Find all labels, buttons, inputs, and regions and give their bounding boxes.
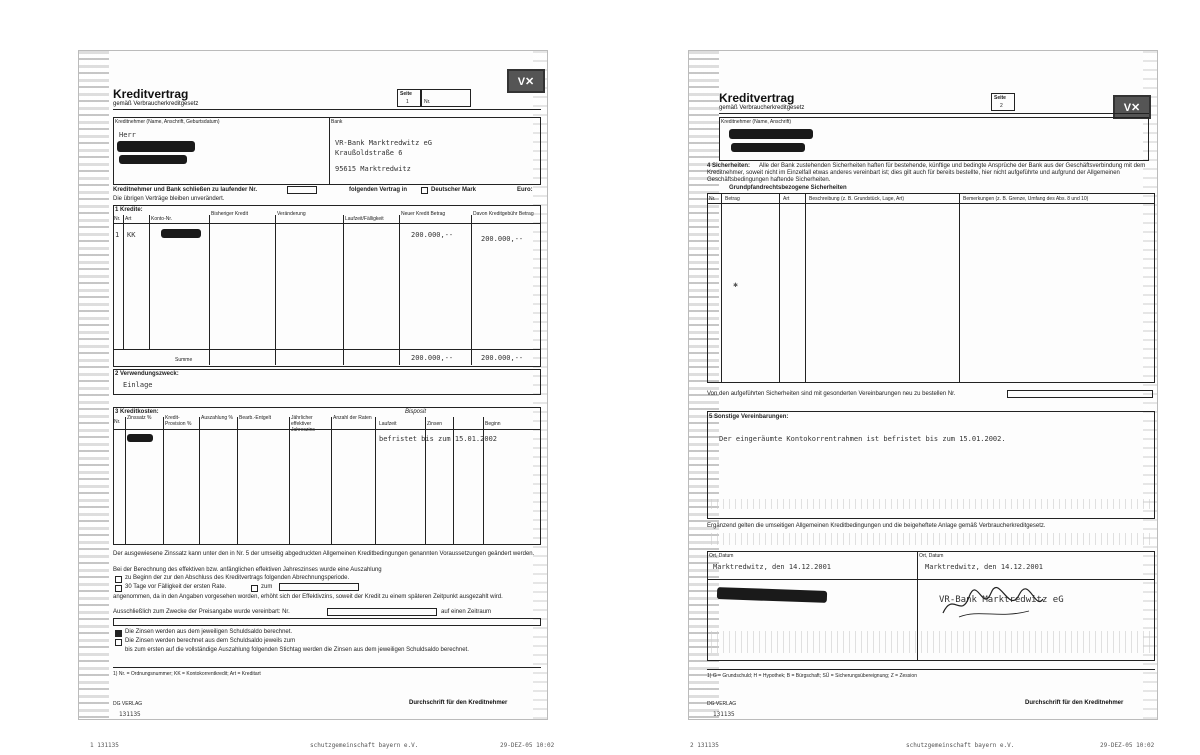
publisher: DG VERLAG bbox=[113, 701, 143, 707]
place-date-right: Marktredwitz, den 14.12.2001 bbox=[925, 563, 1044, 571]
general-terms: Ergänzend gelten die umseitigen Allgemeinen Kreditbedingungen und die beigeheftete Anlage gemäß Verbraucherkreditgesetz. bbox=[707, 523, 1046, 529]
section-5-text: Der eingeräumte Kontokorrentrahmen ist befristet bis zum 15.01.2002. bbox=[719, 435, 1006, 443]
scan-noise bbox=[711, 499, 1151, 509]
borrower-prefix: Herr bbox=[119, 131, 136, 139]
lfd-nr-field[interactable] bbox=[287, 186, 317, 194]
redaction bbox=[119, 155, 187, 164]
section-2-title: 2 Verwendungszweck: bbox=[115, 371, 179, 377]
befristet-note: befristet bis zum 15.01.2002 bbox=[379, 435, 498, 443]
zeitraum-field[interactable] bbox=[113, 618, 541, 626]
scan-date-left: 29-DEZ-05 10:02 bbox=[500, 742, 555, 749]
redaction bbox=[161, 229, 201, 238]
securities-note: Von den aufgeführten Sicherheiten sind mit gesonderten Vereinbarungen neu zu bestellen Nr. bbox=[707, 391, 956, 397]
bank-name: VR-Bank Marktredwitz eG bbox=[335, 139, 432, 147]
date-field[interactable] bbox=[279, 583, 359, 591]
redaction bbox=[127, 434, 153, 442]
contract-page-2: V✕ Kreditvertrag gemäß Verbraucherkreditgesetz Seite 2 Kreditnehmer (Name, Anschrift) 4 Sicherheiten: Alle der Bank zustehenden Sicherheiten haften für bestehende, künftige und bedingte Ansprüche der Bank aus der Geschäftsverbindung mit dem Kreditnehmer, soweit nicht im Einzelfall etwas anderes vereinbart ist; dies gilt auch für bereits bestellte, hier nicht aufgeführte und aufgrund der Allgemeinen Geschäftsbedingungen haftende Sicherheiten. Grundpfandrechtsbezogene Sicherheiten Nr. Betrag Art Beschreibung (z. B. Grundstück, Lage, Art) Bemerkungen (z. B. Grenze, Umfang des Abs. 8 und 10) ✱ Von den aufgeführten Sicherheiten sind mit gesonderten Vereinbarungen neu zu bestellen Nr. 5 Sonstige Vereinbarungen: Der eingeräumte Kontokorrentrahmen ist befristet bis zum 15.01.2002. Ergänzend gelten die umseitigen Allgemeinen Kreditbedingungen und die beigeheftete Anlage gemäß Verbraucherkreditgesetz. Ort, Datum Ort, Datum Marktredwitz, den 14.12.2001 Marktredwitz, den 14.12.2001 VR-Bank Marktredwitz eG 1) G = Grundschuld; H = Hypothek; B = Bürgschaft; SÜ = Sicherungsübereignung; Z = Zession DG VERLAG Durchschrift für den Kreditnehmer 131135 bbox=[688, 50, 1158, 720]
bank-city: 95615 Marktredwitz bbox=[335, 165, 411, 173]
handwritten-signature bbox=[939, 583, 1049, 623]
section-3-title: 3 Kreditkosten: bbox=[115, 409, 159, 415]
scan-mark: ✱ bbox=[733, 283, 739, 289]
summe-label: Summe bbox=[175, 357, 193, 363]
form-number: 131135 bbox=[119, 711, 141, 718]
form-subtitle: gemäß Verbraucherkreditgesetz bbox=[113, 101, 199, 107]
copy-label: Durchschrift für den Kreditnehmer bbox=[409, 700, 508, 706]
agreement-line: Kreditnehmer und Bank schließen zu laufender Nr. bbox=[113, 187, 258, 193]
section-4-title: 4 Sicherheiten: bbox=[707, 163, 751, 169]
purpose-value: Einlage bbox=[123, 381, 153, 389]
form-title: Kreditvertrag bbox=[719, 91, 795, 105]
scan-date-right: 29-DEZ-05 10:02 bbox=[1100, 742, 1155, 749]
legal-text-2: Bei der Berechnung des effektiven bzw. anfänglichen effektiven Jahreszinses wurde eine Auszahlung bbox=[113, 567, 382, 573]
borrower-header: Kreditnehmer (Name, Anschrift) bbox=[721, 119, 792, 125]
option-checkbox-3[interactable] bbox=[251, 585, 258, 592]
section-1-title: 1 Kredite: bbox=[115, 207, 143, 213]
contract-page-1: V✕ Kreditvertrag gemäß Verbraucherkreditgesetz Seite 1 Nr. Kreditnehmer (Name, Anschrift, Geburtsdatum) Herr Bank VR-Bank Marktredwitz eG Kraußoldstraße 6 95615 Marktredwitz Kreditnehmer und Bank schließen zu laufender Nr. folgenden Vertrag in Deutscher Mark Euro: Die übrigen Verträge bleiben unverändert. 1 Kredite: Nr. Art Konto-Nr. Bisheriger Kredit Veränderung Laufzeit/Fälligkeit Neuer Kredit Betrag Davon Kreditgebühr Betrag 1 KK 200.000,-- 200.000,-- Summe 200.000,-- 200.000,-- 2 Verwendungszweck: Einlage 3 Kreditkosten: Nr. Zinssatz % Kredit-Provision % Auszahlung % Bearb.-Entgelt Jährlicher effektiver Jahreszins Anzahl der Raten Laufzeit Zinsen Beginn Bisposit befristet bis zum 15.01.2002 Der ausgewiesene Zinssatz kann unter den in Nr. 5 der umseitig abgedruckten Allgemeinen Kreditbedingungen genannten Voraussetzungen geändert werden. Bei der Berechnung des effektiven bzw. anfänglichen effektiven Jahreszinses wurde eine Auszahlung zu Beginn der zur den Abschluss des Kreditvertrags folgenden Abrechnungsperiode. 30 Tage vor Fälligkeit der ersten Rate. zum angenommen, da in den Angaben vorgesehen worden, erhöht sich der Effektivzins, soweit der Kredit zu einem späteren Zeitpunkt ausgezahlt wird. Ausschließlich zum Zwecke der Preisangabe wurde vereinbart: Nr. auf einen Zeitraum Die Zinsen werden aus dem jeweiligen Schuldsaldo berechnet. Die Zinsen werden berechnet aus dem Schuldsaldo jeweils zum bis zum ersten auf die vollständige Auszahlung folgenden Stichtag werden die Zinsen aus dem jeweiligen Schuldsaldo berechnet. 1) Nr. = Ordnungsnummer; KK = Kontokorrentkredit; Art = Kreditart DG VERLAG Durchschrift für den Kreditnehmer 131135 bbox=[78, 50, 548, 720]
securities-nr-field[interactable] bbox=[1007, 390, 1153, 398]
scan-code-right: 2 131135 bbox=[690, 742, 719, 749]
nr-field[interactable] bbox=[327, 608, 437, 616]
row-nr: 1 bbox=[115, 231, 120, 239]
page-number-box: Seite 2 bbox=[991, 93, 1015, 111]
borrower-header: Kreditnehmer (Name, Anschrift, Geburtsdatum) bbox=[115, 119, 220, 125]
option-checkbox-2[interactable] bbox=[115, 585, 122, 592]
bank-header: Bank bbox=[331, 119, 343, 125]
place-date-left: Marktredwitz, den 14.12.2001 bbox=[713, 563, 832, 571]
vr-logo: V✕ bbox=[1113, 95, 1151, 119]
section-5-title: 5 Sonstige Vereinbarungen: bbox=[709, 414, 789, 420]
form-subtitle: gemäß Verbraucherkreditgesetz bbox=[719, 105, 805, 111]
scan-noise bbox=[711, 533, 1151, 545]
option-checkbox-1[interactable] bbox=[115, 576, 122, 583]
page-number-box: Seite 1 bbox=[397, 89, 421, 107]
scan-header-left: schutzgemeinschaft bayern e.V. bbox=[310, 742, 419, 749]
row-art: KK bbox=[127, 231, 136, 239]
publisher: DG VERLAG bbox=[707, 701, 737, 707]
vr-logo: V✕ bbox=[507, 69, 545, 93]
bank-signature-stamp: VR-Bank Marktredwitz eG bbox=[939, 595, 1064, 605]
summe-davon: 200.000,-- bbox=[481, 354, 524, 362]
scan-code-left: 1 131135 bbox=[90, 742, 119, 749]
copy-label: Durchschrift für den Kreditnehmer bbox=[1025, 700, 1124, 706]
currency-label: Deutscher Mark bbox=[431, 187, 477, 193]
footnote: 1) Nr. = Ordnungsnummer; KK = Kontokorrentkredit; Art = Kreditart bbox=[113, 671, 261, 677]
currency-checkbox[interactable] bbox=[421, 187, 428, 194]
option-checkbox-4[interactable] bbox=[115, 639, 122, 646]
redaction bbox=[729, 129, 813, 139]
unchanged-note: Die übrigen Verträge bleiben unverändert. bbox=[113, 196, 225, 202]
footnote: 1) G = Grundschuld; H = Hypothek; B = Bürgschaft; SÜ = Sicherungsübereignung; Z = Zession bbox=[707, 673, 917, 679]
nr-box: Nr. bbox=[421, 89, 471, 107]
scan-edge bbox=[79, 51, 109, 719]
legal-text-1: Der ausgewiesene Zinssatz kann unter den in Nr. 5 der umseitig abgedruckten Allgemeinen Kreditbedingungen genannten Voraussetzungen geändert werden. bbox=[113, 551, 535, 557]
scan-header-right: schutzgemeinschaft bayern e.V. bbox=[906, 742, 1015, 749]
securities-subtitle: Grundpfandrechtsbezogene Sicherheiten bbox=[729, 185, 847, 191]
row-new-credit: 200.000,-- bbox=[411, 231, 454, 239]
scan-noise bbox=[711, 631, 1151, 653]
kond-label: Bisposit bbox=[405, 409, 427, 415]
form-title: Kreditvertrag bbox=[113, 87, 189, 101]
summe-new-credit: 200.000,-- bbox=[411, 354, 454, 362]
form-number: 131135 bbox=[713, 711, 735, 718]
section-4-text: Alle der Bank zustehenden Sicherheiten haften für bestehende, künftige und bedingte Ansprüche der Bank aus der Geschäftsverbindung mit dem Kreditnehmer, soweit nicht im Einzelfall etwas anderes vereinbart ist; dies gilt auch für bereits bestellte, hier nicht aufgeführte und aufgrund der Allgemeinen Geschäftsbedingungen haftende Sicherheiten. bbox=[707, 163, 1146, 183]
redaction bbox=[731, 143, 805, 152]
securities-table bbox=[707, 193, 1155, 383]
redaction bbox=[117, 141, 195, 152]
row-davon: 200.000,-- bbox=[481, 235, 524, 243]
bank-street: Kraußoldstraße 6 bbox=[335, 149, 403, 157]
checkbox-checked[interactable] bbox=[115, 630, 122, 637]
